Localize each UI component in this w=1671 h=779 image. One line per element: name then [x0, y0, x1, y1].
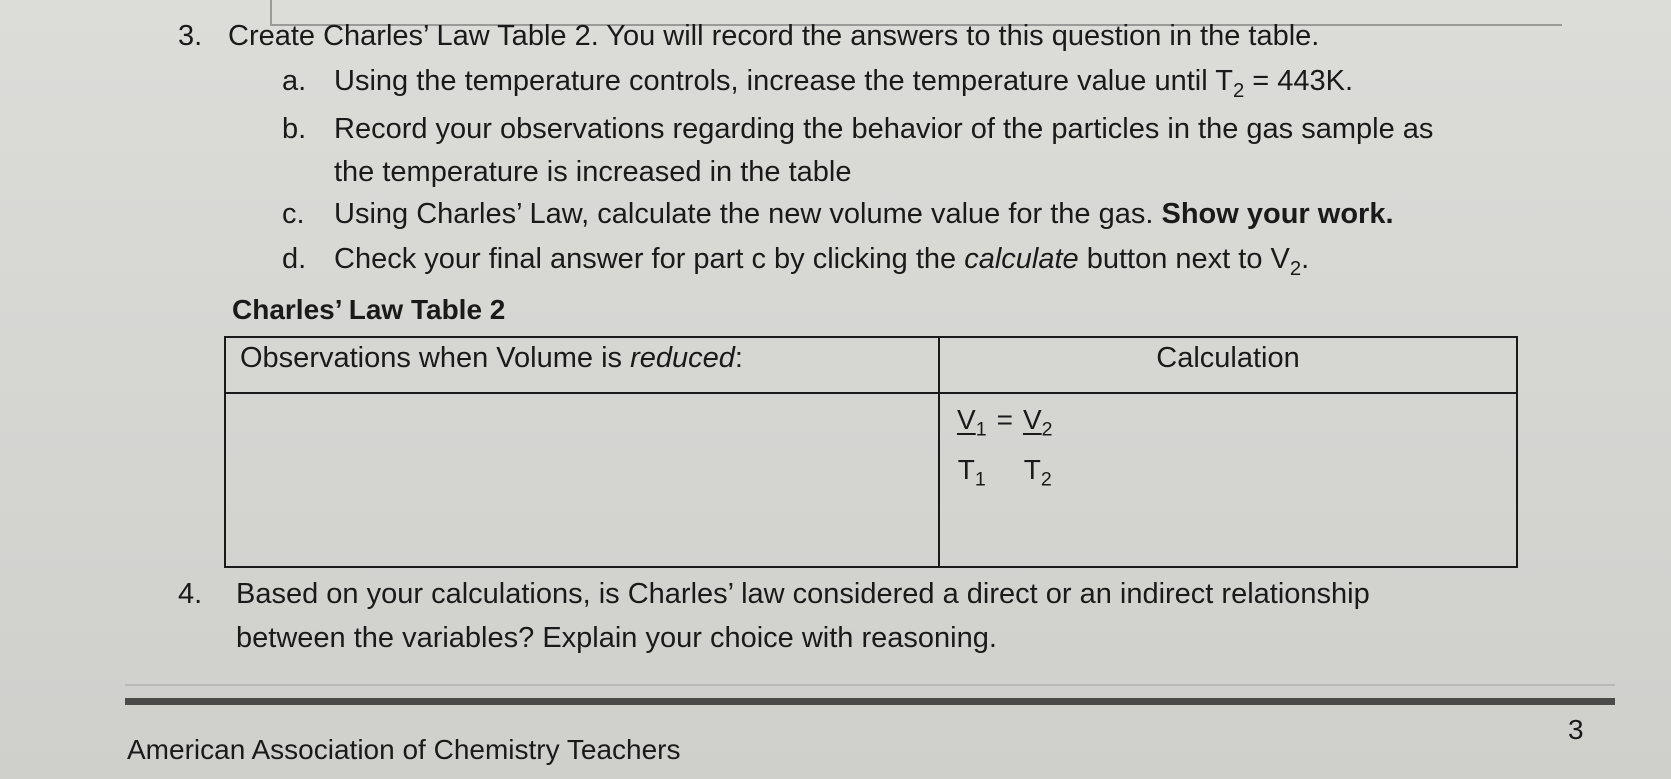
item-a-text: Using the temperature controls, increase the temperature value until $T_2 = 443K$. [334, 65, 1354, 102]
question-4-line1: Based on your calculations, is Charles’ law considered a direct or an indirect relationship [236, 578, 1370, 610]
item-d-letter: d. [282, 243, 307, 275]
item-b-letter: b. [282, 113, 307, 145]
item-c-text: Using Charles’ Law, calculate the new volume value for the gas. Show your work. [334, 198, 1394, 230]
observations-header: Observations when Volume is reduced: [225, 337, 939, 393]
item-c-letter: c. [282, 198, 305, 230]
page-number: 3 [1568, 714, 1584, 745]
footer-organization: American Association of Chemistry Teachers [127, 734, 681, 765]
observations-cell[interactable] [225, 393, 939, 567]
fraction-v2-t2: $\frac{V_2}{T_2}$ [1022, 404, 1053, 491]
table-caption: Charles’ Law Table 2 [232, 294, 506, 325]
item-b-line2: the temperature is increased in the table [334, 156, 852, 188]
question-3-text: Create Charles’ Law Table 2. You will record the answers to this question in the table. [228, 20, 1320, 52]
footer-divider-thick [125, 698, 1615, 705]
equals-sign: = [996, 404, 1013, 435]
charles-law-formula [941, 395, 1515, 496]
question-4-line2: between the variables? Explain your choice with reasoning. [236, 622, 997, 654]
calculation-cell[interactable] [939, 393, 1517, 567]
item-b-line1: Record your observations regarding the behavior of the particles in the gas sample as [334, 113, 1434, 145]
charles-law-table [224, 336, 1518, 568]
fraction-v1-t1: $\frac{V_1}{T_1}$ [957, 404, 987, 491]
calculation-header: Calculation [939, 337, 1517, 393]
item-a-letter: a. [282, 65, 307, 97]
footer-divider-thin [125, 684, 1615, 686]
question-3-number: 3. [178, 20, 203, 52]
question-4-number: 4. [178, 578, 203, 610]
item-d-text: Check your final answer for part c by clicking the calculate button next to $V_2$. [334, 243, 1310, 280]
